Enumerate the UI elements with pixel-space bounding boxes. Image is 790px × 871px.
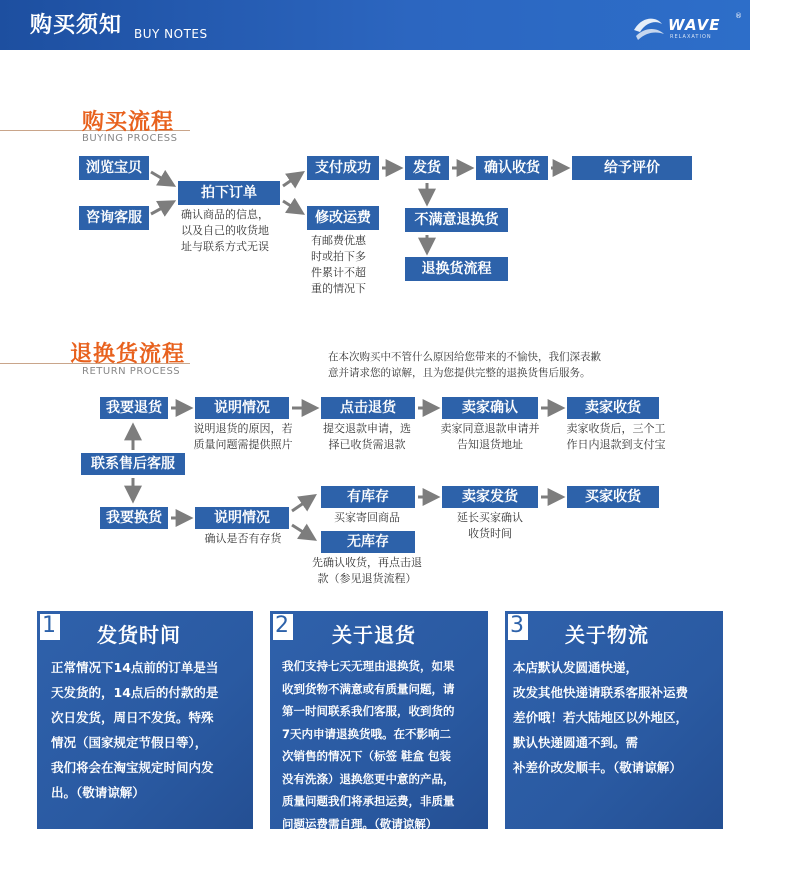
consult-box: 咨询客服 — [79, 206, 149, 230]
explain-situation-box: 说明情况 — [195, 397, 289, 419]
seller-receive-note: 卖家收货后，三个工 作日内退款到支付宝 — [566, 422, 666, 451]
arrow-icon — [292, 525, 314, 539]
place-order-note: 确认商品的信息， 以及自己的收货地 址与联系方式无误 — [181, 208, 269, 253]
request-exchange-box: 我要换货 — [100, 507, 168, 529]
return-intro: 在本次购买中不管什么原因给您带来的不愉快，我们深表歉 意并请求您的谅解，且为您提供完整的退换货售后服务。 — [328, 351, 601, 379]
seller-confirm-box: 卖家确认 — [442, 397, 538, 419]
out-of-stock-box: 无库存 — [321, 531, 415, 553]
modify-freight-note: 有邮费优惠 时或拍下多 件累计不超 重的情况下 — [311, 234, 366, 295]
in-stock-note: 买家寄回商品 — [334, 511, 400, 524]
click-refund-note: 提交退款申请，选 择已收货需退款 — [323, 422, 411, 451]
modify-freight-box: 修改运费 — [307, 206, 379, 230]
payment-success-box: 支付成功 — [307, 156, 379, 180]
card-title: 关于退货 — [332, 623, 416, 647]
seller-confirm-note: 卖家同意退款申请并 告知退货地址 — [440, 422, 540, 451]
logo-subtext: RELAXATION — [670, 34, 712, 40]
card-body: 我们支持七天无理由退换货，如果 收到货物不满意或有质量问题，请 第一时间联系我们客服，收到货的 7天内申请退换货哦。在不影响二 次销售的情况下（标签 鞋盒 包装 没有洗涤）退换您更中意的产品， 质量问题我们将承担运费，非质量 问题运费需自理。（敬请谅解） — [282, 659, 455, 831]
browse-box: 浏览宝贝 — [79, 156, 149, 180]
buying-title: 购买流程 — [82, 110, 175, 135]
unsatisfied-return-box: 不满意退换货 — [405, 208, 508, 232]
buying-subtitle: BUYING PROCESS — [82, 133, 178, 144]
confirm-receipt-box: 确认收货 — [476, 156, 548, 180]
header-subtitle: BUY NOTES — [134, 27, 208, 41]
place-order-box: 拍下订单 — [178, 181, 280, 205]
card-number: 1 — [42, 613, 56, 638]
header-title: 购买须知 — [30, 13, 123, 38]
return-flow-box: 退换货流程 — [405, 257, 508, 281]
request-refund-box: 我要退货 — [100, 397, 168, 419]
contact-aftersales-box: 联系售后客服 — [81, 453, 185, 475]
card-title: 关于物流 — [565, 623, 649, 647]
explain-situation-box-2: 说明情况 — [195, 507, 289, 529]
card-number: 3 — [510, 613, 524, 638]
arrow-icon — [151, 202, 173, 214]
return-subtitle: RETURN PROCESS — [82, 366, 181, 377]
info-card-returns — [270, 611, 488, 829]
card-number: 2 — [275, 613, 289, 638]
info-card-logistics — [505, 611, 723, 829]
explain-situation-note-2: 确认是否有存货 — [204, 532, 282, 545]
ship-box: 发货 — [405, 156, 449, 180]
arrow-icon — [292, 496, 314, 511]
card-body: 本店默认发圆通快递， 改发其他快递请联系客服补运费 差价哦！若大陆地区以外地区， 默认快递圆通不到。需 补差价改发顺丰。（敬请谅解） — [513, 660, 689, 775]
card-body: 正常情况下14点前的订单是当 天发货的，14点后的付款的是 次日发货，周日不发货。特殊 情况（国家规定节假日等）， 我们将会在淘宝规定时间内发 出。（敬请谅解） — [51, 660, 219, 800]
info-card-shipping — [37, 611, 253, 829]
click-refund-box: 点击退货 — [321, 397, 415, 419]
seller-ship-box: 卖家发货 — [442, 486, 538, 508]
out-of-stock-note: 先确认收货，再点击退 款（参见退货流程） — [312, 556, 422, 585]
explain-situation-note: 说明退货的原因，若 质量问题需提供照片 — [193, 422, 293, 451]
seller-receive-box: 卖家收货 — [567, 397, 659, 419]
seller-ship-note: 延长买家确认 收货时间 — [457, 511, 523, 540]
arrow-icon — [283, 173, 302, 186]
card-title: 发货时间 — [97, 623, 181, 647]
buyer-receive-box: 买家收货 — [567, 486, 659, 508]
arrow-icon — [283, 201, 302, 213]
logo-text: WAVE — [668, 16, 721, 34]
logo-registered: ® — [735, 12, 742, 20]
in-stock-box: 有库存 — [321, 486, 415, 508]
give-review-box: 给予评价 — [572, 156, 692, 180]
arrow-icon — [151, 172, 173, 185]
return-title: 退换货流程 — [70, 342, 186, 367]
